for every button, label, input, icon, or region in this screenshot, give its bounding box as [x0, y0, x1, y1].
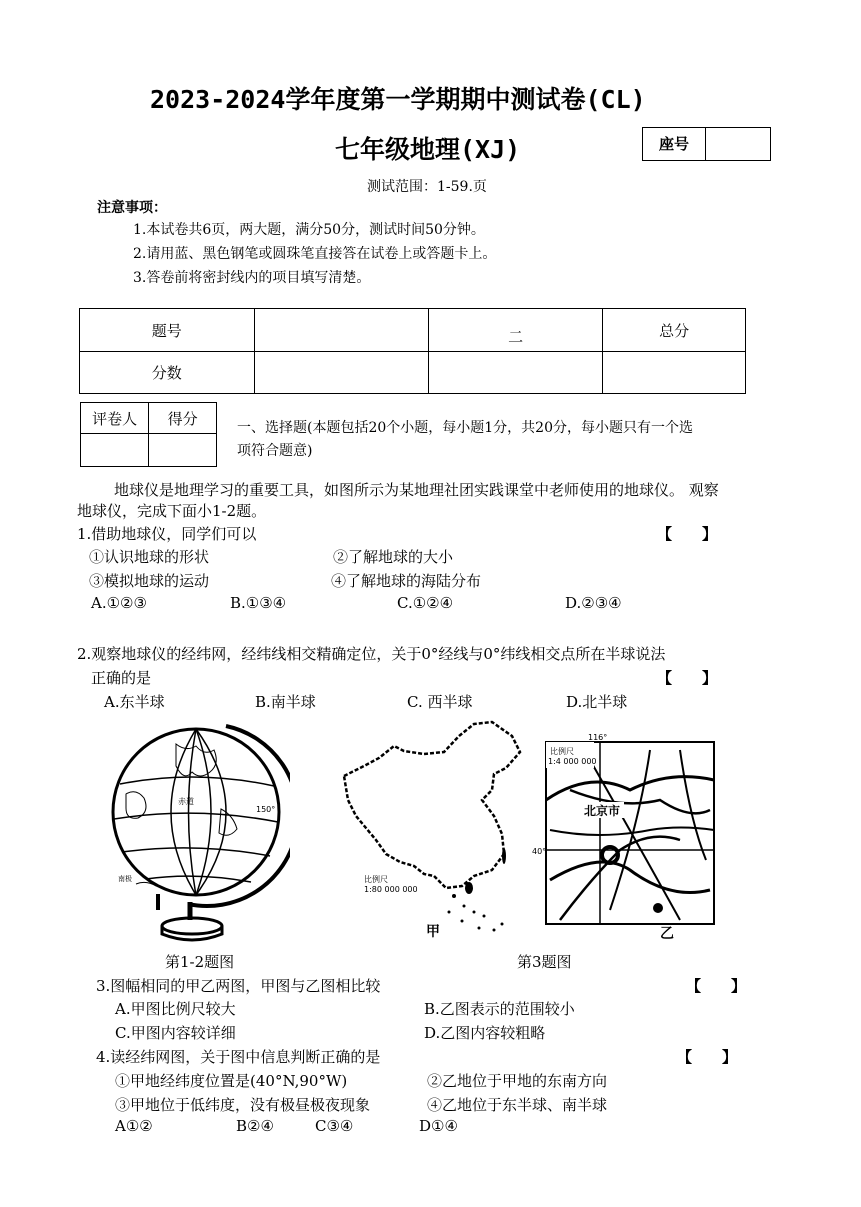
- q3-choice-d[interactable]: D.乙图内容较粗略: [424, 1024, 546, 1042]
- intro-text: 地球仪，完成下面小1-2题。: [77, 502, 267, 520]
- score-table-cell: 二: [428, 309, 602, 352]
- q1-option: ②了解地球的大小: [333, 548, 454, 566]
- q1-stem: 1.借助地球仪，同学们可以: [77, 525, 257, 543]
- score-field[interactable]: [254, 352, 428, 394]
- q1-choice-a[interactable]: A.①②③: [91, 594, 147, 612]
- score-table: [79, 308, 746, 394]
- section-heading: 一、选择题(本题包括20个小题，每小题1分，共20分，每小题只有一个选: [237, 420, 693, 436]
- test-scope: 测试范围：1-59.页: [367, 179, 487, 195]
- score-table-cell: 总分: [603, 309, 746, 352]
- map-yi-city-label: 北京市: [584, 804, 621, 818]
- q2-choice-c[interactable]: C. 西半球: [407, 693, 473, 711]
- exam-subtitle: 七年级地理(XJ): [335, 135, 521, 164]
- answer-bracket[interactable]: 【 】: [657, 525, 718, 543]
- map-yi-scale-value: 1:4 000 000: [548, 757, 597, 766]
- map-jia-scale-value: 1:80 000 000: [364, 885, 418, 894]
- q2-choice-a[interactable]: A.东半球: [104, 693, 165, 711]
- seat-label: 座号: [643, 128, 706, 160]
- seat-number-field[interactable]: [706, 128, 770, 160]
- note-item: 1.本试卷共6页，两大题，满分50分，测试时间50分钟。: [133, 222, 485, 238]
- q3-choice-c[interactable]: C.甲图内容较详细: [115, 1024, 236, 1042]
- globe-lon-label: 150°: [256, 805, 276, 814]
- answer-bracket[interactable]: 【 】: [657, 669, 718, 687]
- grader-field[interactable]: [81, 434, 149, 467]
- q4-choice-b[interactable]: B②④: [236, 1117, 274, 1135]
- globe-equator-label: 赤道: [178, 797, 194, 806]
- intro-text: 地球仪是地理学习的重要工具，如图所示为某地理社团实践课堂中老师使用的地球仪。 观察: [114, 481, 719, 499]
- map-jia: [334, 716, 530, 942]
- q1-option: ③模拟地球的运动: [89, 572, 210, 590]
- q3-choice-b[interactable]: B.乙图表示的范围较小: [424, 1000, 575, 1018]
- note-item: 3.答卷前将密封线内的项目填写清楚。: [133, 270, 371, 286]
- q4-option: ②乙地位于甲地的东南方向: [427, 1072, 608, 1090]
- q1-choice-d[interactable]: D.②③④: [565, 594, 622, 612]
- globe-pole-label: 南极: [118, 875, 132, 883]
- q4-stem: 4.读经纬网图，关于图中信息判断正确的是: [96, 1048, 381, 1066]
- section-heading: 项符合题意): [237, 443, 313, 459]
- map-jia-label: 甲: [426, 924, 440, 940]
- score-table-cell: [254, 309, 428, 352]
- q2-stem: 正确的是: [91, 669, 152, 687]
- score-table-cell: 分数: [80, 352, 255, 394]
- grader-score-field[interactable]: [149, 434, 217, 467]
- q2-choice-b[interactable]: B.南半球: [255, 693, 316, 711]
- map-yi-lon-label: 116°: [588, 733, 608, 742]
- grader-label: 评卷人: [81, 403, 149, 434]
- q1-option: ④了解地球的海陆分布: [331, 572, 482, 590]
- answer-bracket[interactable]: 【 】: [686, 977, 747, 995]
- globe-figure: [106, 714, 290, 944]
- seat-box: [642, 127, 771, 161]
- note-item: 2.请用蓝、黑色钢笔或圆珠笔直接答在试卷上或答题卡上。: [133, 246, 497, 262]
- q1-choice-c[interactable]: C.①②④: [397, 594, 454, 612]
- exam-title: 2023-2024学年度第一学期期中测试卷(CL): [150, 85, 646, 114]
- map-yi-scale-label: 比例尺: [550, 747, 574, 756]
- q4-option: ④乙地位于东半球、南半球: [427, 1096, 608, 1114]
- score-label: 得分: [149, 403, 217, 434]
- answer-bracket[interactable]: 【 】: [677, 1048, 738, 1066]
- q3-stem: 3.图幅相同的甲乙两图，甲图与乙图相比较: [96, 977, 381, 995]
- q4-choice-c[interactable]: C③④: [315, 1117, 354, 1135]
- score-field[interactable]: [603, 352, 746, 394]
- q4-option: ①甲地经纬度位置是(40°N,90°W): [115, 1072, 348, 1090]
- figure-caption-left: 第1-2题图: [165, 953, 235, 971]
- score-table-cell: 题号: [80, 309, 255, 352]
- q1-option: ①认识地球的形状: [89, 548, 210, 566]
- q4-option: ③甲地位于低纬度，没有极昼极夜现象: [115, 1096, 371, 1114]
- grader-table: [80, 402, 217, 467]
- map-yi: [530, 730, 720, 940]
- map-jia-scale-label: 比例尺: [364, 875, 388, 884]
- notes-heading: 注意事项：: [97, 200, 167, 216]
- q2-stem: 2.观察地球仪的经纬网，经纬线相交精确定位，关于0°经线与0°纬线相交点所在半球说法: [77, 645, 666, 663]
- figure-caption-right: 第3题图: [517, 953, 572, 971]
- q4-choice-d[interactable]: D①④: [419, 1117, 458, 1135]
- score-field[interactable]: [428, 352, 602, 394]
- map-yi-lat-label: 40°: [532, 847, 547, 856]
- q1-choice-b[interactable]: B.①③④: [230, 594, 287, 612]
- q2-choice-d[interactable]: D.北半球: [566, 693, 628, 711]
- q3-choice-a[interactable]: A.甲图比例尺较大: [115, 1000, 236, 1018]
- map-yi-label: 乙: [660, 926, 674, 940]
- q4-choice-a[interactable]: A①②: [115, 1117, 153, 1135]
